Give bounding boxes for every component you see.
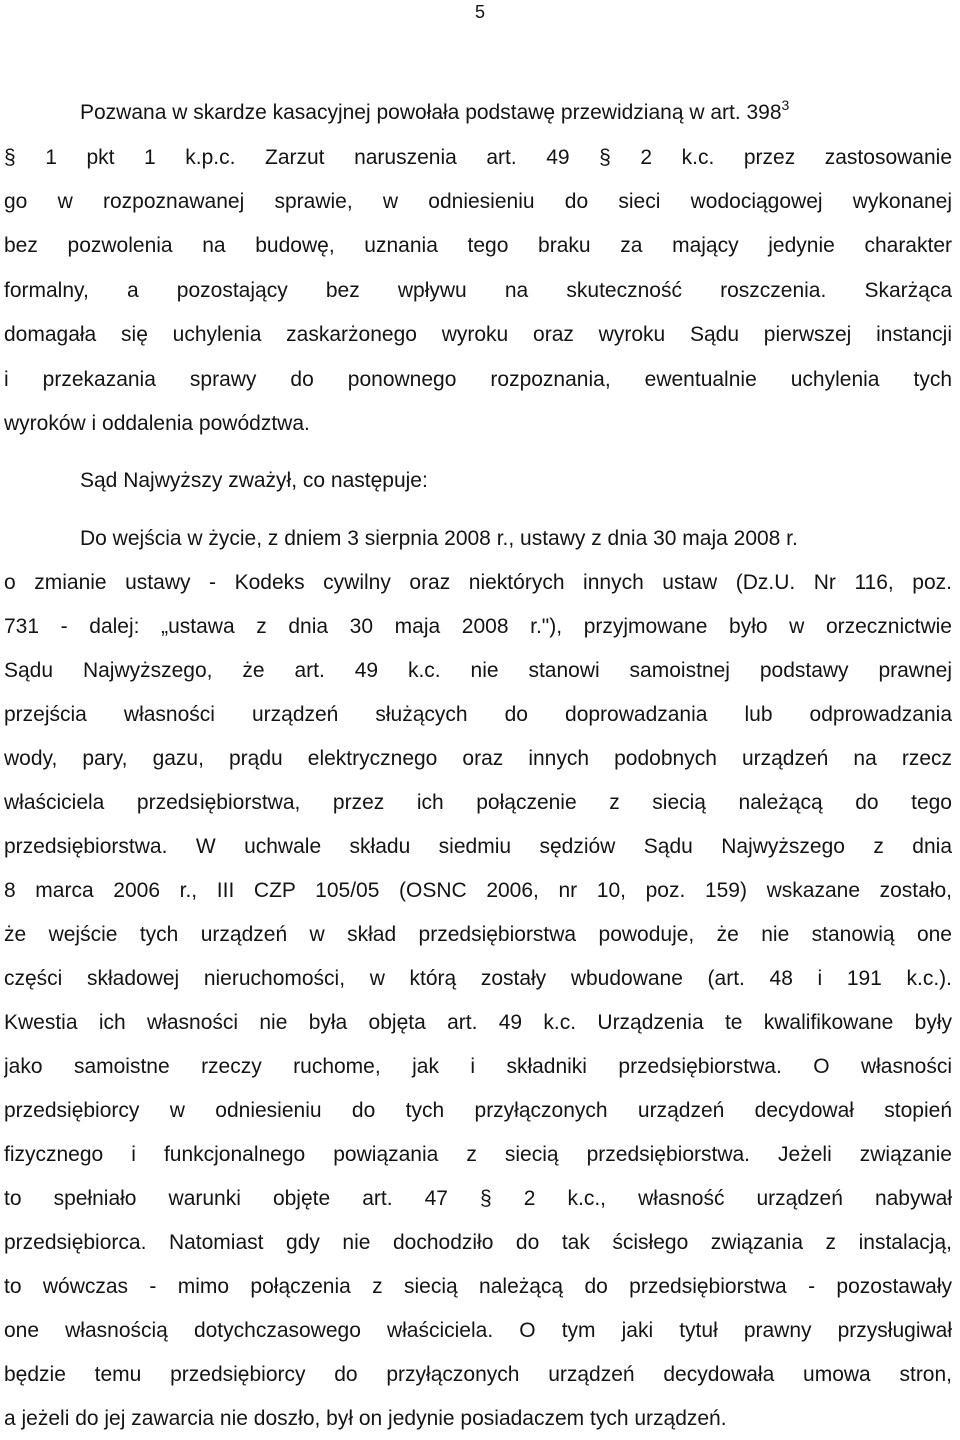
text-line: to spełniało warunki objęte art. 47 § 2 k.c., własność urządzeń nabywał [4, 1187, 952, 1210]
text-line: i przekazania sprawy do ponownego rozpoznania, ewentualnie uchylenia tych [4, 368, 952, 391]
text-line-content: Pozwana w skardze kasacyjnej powołała podstawę przewidzianą w art. 398 [80, 101, 782, 124]
text-line: to wówczas - mimo połączenia z siecią należącą do przedsiębiorstwa - pozostawały [4, 1275, 952, 1298]
text-line: części składowej nieruchomości, w którą zostały wbudowane (art. 48 i 191 k.c.). [4, 967, 952, 990]
text-line: wyroków i oddalenia powództwa. [4, 412, 310, 435]
text-line: jako samoistne rzeczy ruchome, jak i składniki przedsiębiorstwa. O własności [4, 1055, 952, 1078]
text-line: że wejście tych urządzeń w skład przedsiębiorstwa powoduje, że nie stanowią one [4, 923, 952, 946]
text-line: fizycznego i funkcjonalnego powiązania z siecią przedsiębiorstwa. Jeżeli związanie [4, 1143, 952, 1166]
superscript: 3 [781, 98, 790, 113]
text-line: będzie temu przedsiębiorcy do przyłączonych urządzeń decydowała umowa stron, [4, 1363, 952, 1386]
text-line: Sądu Najwyższego, że art. 49 k.c. nie stanowi samoistnej podstawy prawnej [4, 659, 952, 682]
text-line: 8 marca 2006 r., III CZP 105/05 (OSNC 2006, nr 10, poz. 159) wskazane zostało, [4, 879, 952, 902]
text-line: Do wejścia w życie, z dniem 3 sierpnia 2008 r., ustawy z dnia 30 maja 2008 r. [80, 527, 798, 550]
text-line: domagała się uchylenia zaskarżonego wyroku oraz wyroku Sądu pierwszej instancji [4, 323, 952, 346]
text-line: przedsiębiorstwa. W uchwale składu siedmiu sędziów Sądu Najwyższego z dnia [4, 835, 952, 858]
text-line: właściciela przedsiębiorstwa, przez ich połączenie z siecią należącą do tego [4, 791, 952, 814]
text-line: przedsiębiorca. Natomiast gdy nie dochodziło do tak ścisłego związania z instalacją, [4, 1231, 952, 1254]
text-line: § 1 pkt 1 k.p.c. Zarzut naruszenia art. 49 § 2 k.c. przez zastosowanie [4, 146, 952, 169]
page-number: 5 [474, 2, 485, 22]
text-line: bez pozwolenia na budowę, uznania tego braku za mający jedynie charakter [4, 234, 952, 257]
text-line: go w rozpoznawanej sprawie, w odniesieniu do sieci wodociągowej wykonanej [4, 190, 952, 213]
text-line: a jeżeli do jej zawarcia nie doszło, był on jedynie posiadaczem tych urządzeń. [4, 1407, 727, 1430]
text-line: formalny, a pozostający bez wpływu na skuteczność roszczenia. Skarżąca [4, 279, 952, 302]
text-line: wody, pary, gazu, prądu elektrycznego oraz innych podobnych urządzeń na rzecz [4, 747, 952, 770]
text-line: przejścia własności urządzeń służących do doprowadzania lub odprowadzania [4, 703, 952, 726]
text-line: przedsiębiorcy w odniesieniu do tych przyłączonych urządzeń decydował stopień [4, 1099, 952, 1122]
text-line: one własnością dotychczasowego właściciela. O tym jaki tytuł prawny przysługiwał [4, 1319, 952, 1342]
text-line [80, 98, 952, 128]
text-line: 731 - dalej: „ustawa z dnia 30 maja 2008 r."), przyjmowane było w orzecznictwie [4, 615, 952, 638]
text-line: Kwestia ich własności nie była objęta art. 49 k.c. Urządzenia te kwalifikowane były [4, 1011, 952, 1034]
text-line: o zmianie ustawy - Kodeks cywilny oraz niektórych innych ustaw (Dz.U. Nr 116, poz. [4, 571, 952, 594]
section-heading: Sąd Najwyższy zważył, co następuje: [80, 469, 428, 492]
